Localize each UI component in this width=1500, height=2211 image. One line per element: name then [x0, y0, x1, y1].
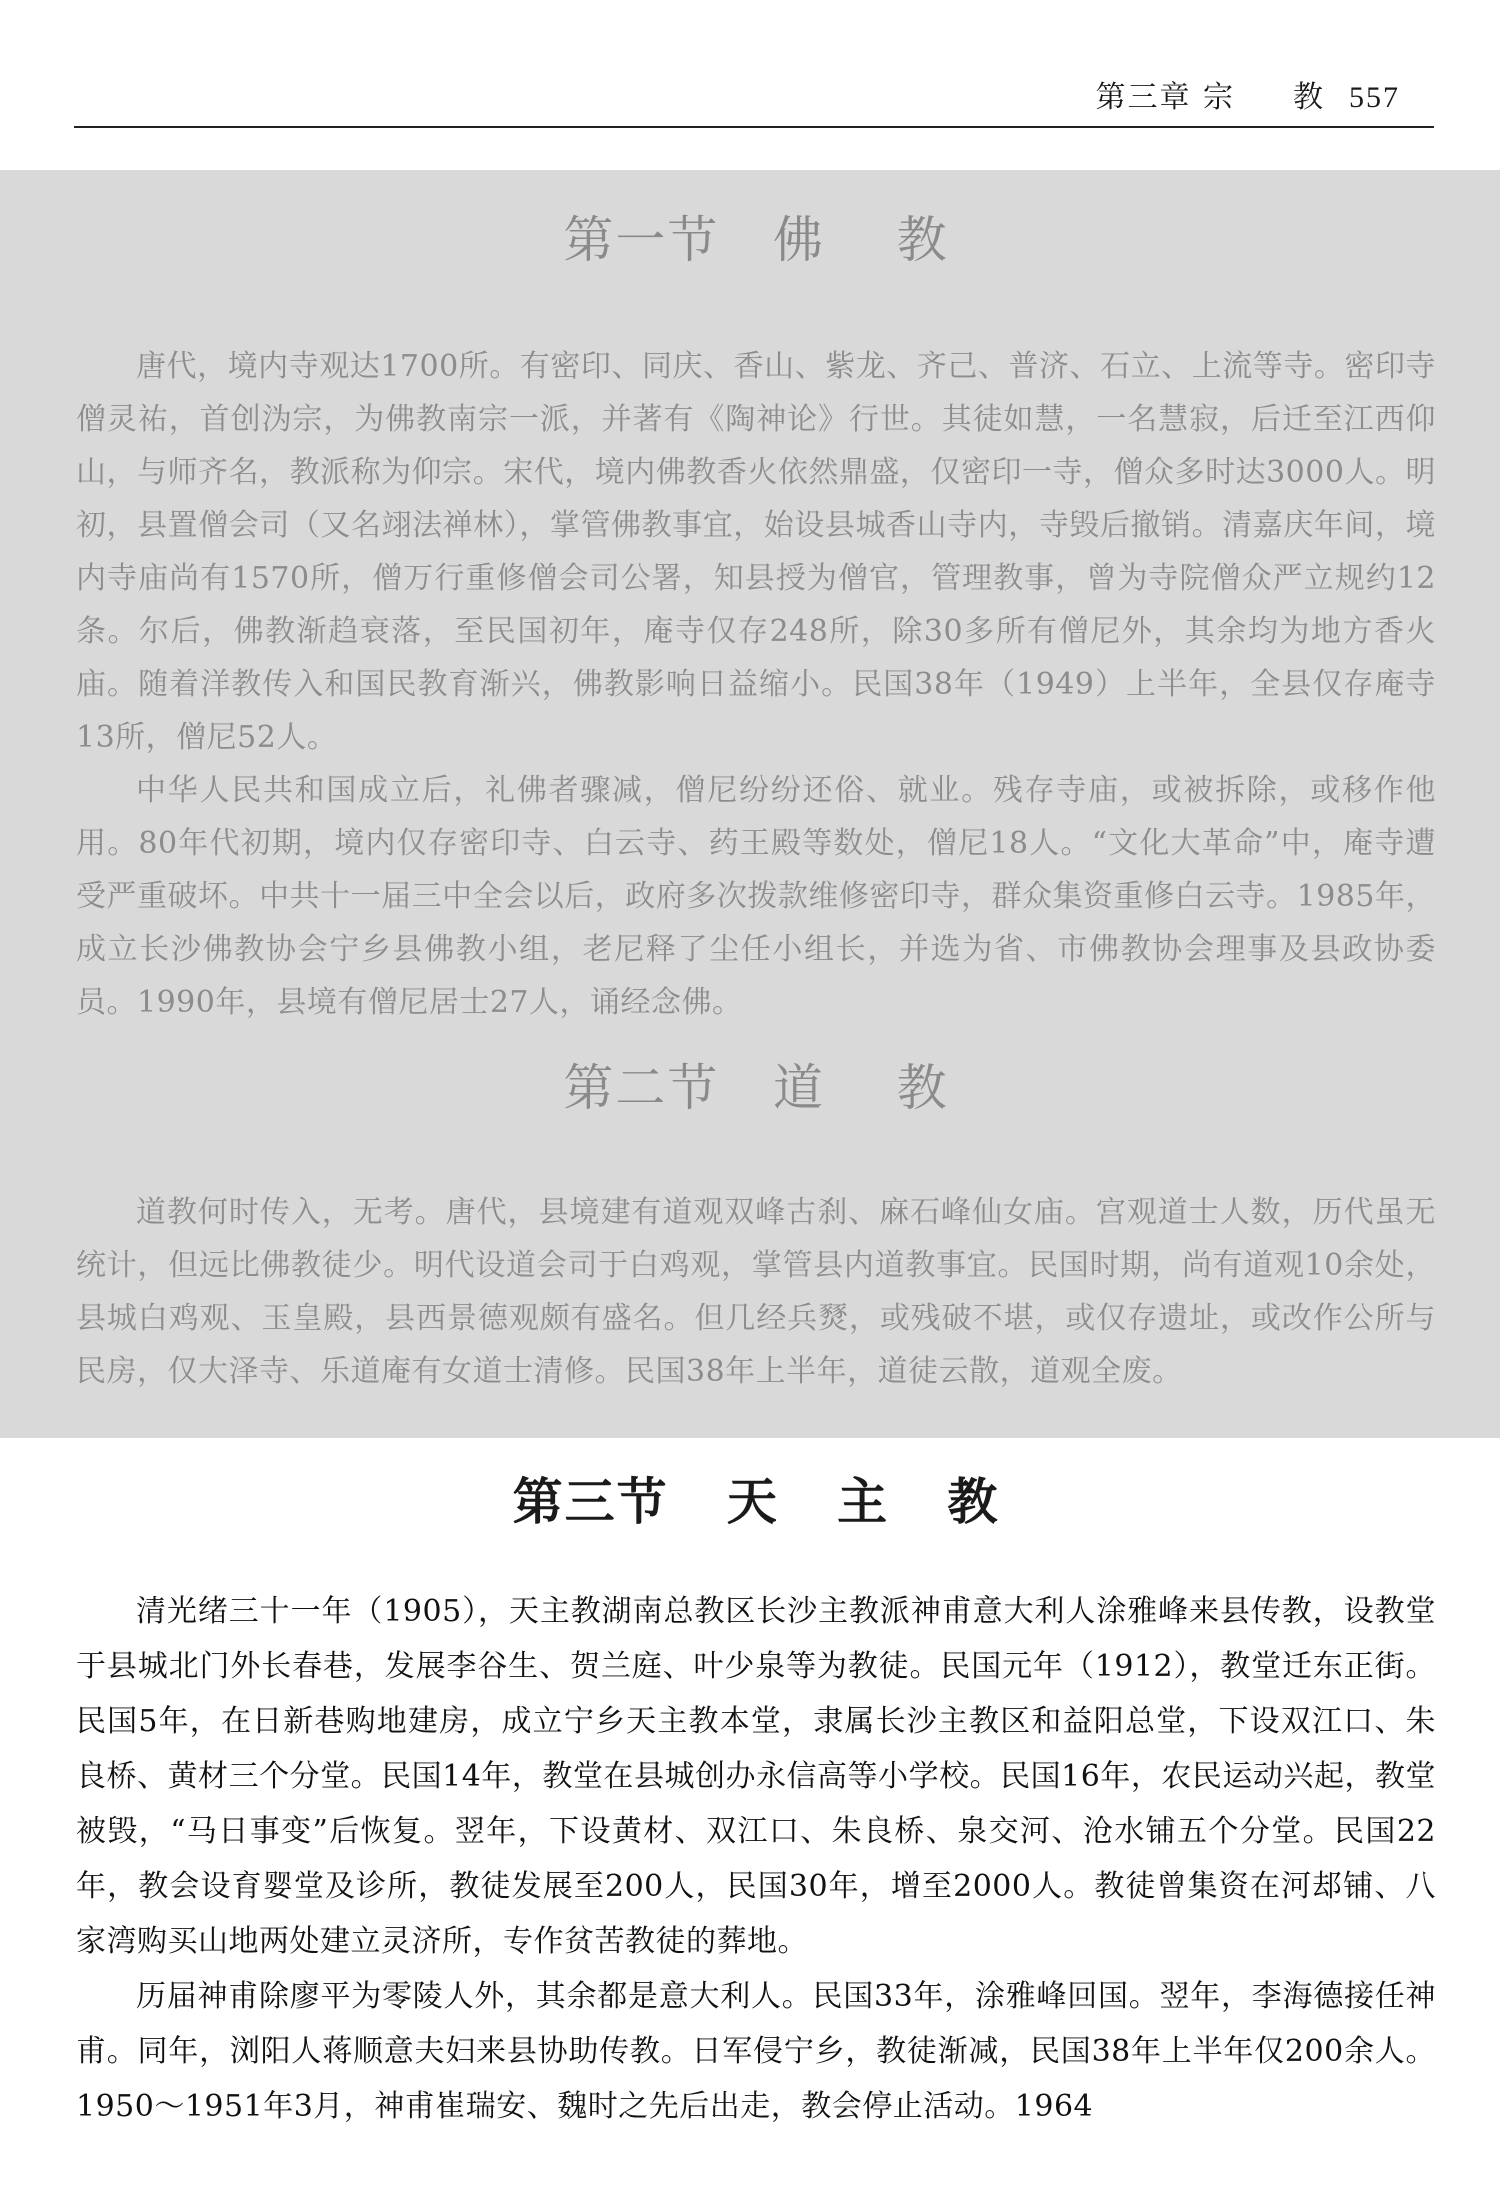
section-taoism	[76, 1048, 1436, 1398]
topic-label: 教	[1293, 80, 1325, 115]
paragraph: 道教何时传入，无考。唐代，县境建有道观双峰古刹、麻石峰仙女庙。宫观道士人数，历代虽无统计，但远比佛教徒少。明代设道会司于白鸡观，掌管县内道教事宜。民国时期，尚有道观10余处，县城白鸡观、玉皇殿，县西景德观颇有盛名。但几经兵燹，或残破不堪，或仅存遗址，或改作公所与民房，仅大泽寺、乐道庵有女道士清修。民国38年上半年，道徒云散，道观全废。	[76, 1195, 1436, 1389]
section-title: 第三节 天 主 教	[512, 1472, 1000, 1531]
paragraph: 历届神甫除廖平为零陵人外，其余都是意大利人。民国33年，涂雅峰回国。翌年，李海德接任神甫。同年，浏阳人蒋顺意夫妇来县协助传教。日军侵宁乡，教徒渐减，民国38年上半年仅200余人。1950～1951年3月，神甫崔瑞安、魏时之先后出走，教会停止活动。1964	[76, 1979, 1436, 2124]
chapter-label: 第三章 宗	[1095, 80, 1235, 115]
paragraph: 清光绪三十一年（1905），天主教湖南总教区长沙主教派神甫意大利人涂雅峰来县传教，设教堂于县城北门外长春巷，发展李谷生、贺兰庭、叶少泉等为教徒。民国元年（1912），教堂迁东正街。民国5年，在日新巷购地建房，成立宁乡天主教本堂，隶属长沙主教区和益阳总堂，下设双江口、朱良桥、黄材三个分堂。民国14年，教堂在县城创办永信高等小学校。民国16年，农民运动兴起，教堂被毁，“马日事变”后恢复。翌年，下设黄材、双江口、朱良桥、泉交河、沧水铺五个分堂。民国22年，教会设育婴堂及诊所，教徒发展至200人，民国30年，增至2000人。教徒曾集资在河𨚫铺、八家湾购买山地两处建立灵济所，专作贫苦教徒的葬地。	[76, 1594, 1436, 1959]
section-title: 第一节 佛 教	[563, 211, 949, 269]
section-buddhism	[76, 200, 1436, 1029]
page-number: 557	[1349, 81, 1400, 114]
paragraph: 中华人民共和国成立后，礼佛者骤减，僧尼纷纷还俗、就业。残存寺庙，或被拆除，或移作他用。80年代初期，境内仅存密印寺、白云寺、药王殿等数处，僧尼18人。“文化大革命”中，庵寺遭受严重破坏。中共十一届三中全会以后，政府多次拨款维修密印寺，群众集资重修白云寺。1985年，成立长沙佛教协会宁乡县佛教小组，老尼释了尘任小组长，并选为省、市佛教协会理事及县政协委员。1990年，县境有僧尼居士27人，诵经念佛。	[76, 773, 1436, 1020]
section-title: 第二节 道 教	[563, 1059, 949, 1117]
running-header	[1095, 72, 1400, 116]
section-catholicism	[76, 1462, 1436, 2134]
paragraph: 唐代，境内寺观达1700所。有密印、同庆、香山、紫龙、齐己、普济、石立、上流等寺。密印寺僧灵祐，首创沩宗，为佛教南宗一派，并著有《陶神论》行世。其徒如慧，一名慧寂，后迁至江西仰山，与师齐名，教派称为仰宗。宋代，境内佛教香火依然鼎盛，仅密印一寺，僧众多时达3000人。明初，县置僧会司（又名翊法禅林），掌管佛教事宜，始设县城香山寺内，寺毁后撤销。清嘉庆年间，境内寺庙尚有1570所，僧万行重修僧会司公署，知县授为僧官，管理教事，曾为寺院僧众严立规约12条。尔后，佛教渐趋衰落，至民国初年，庵寺仅存248所，除30多所有僧尼外，其余均为地方香火庙。随着洋教传入和国民教育渐兴，佛教影响日益缩小。民国38年（1949）上半年，全县仅存庵寺13所，僧尼52人。	[76, 349, 1436, 755]
header-divider	[74, 126, 1434, 128]
